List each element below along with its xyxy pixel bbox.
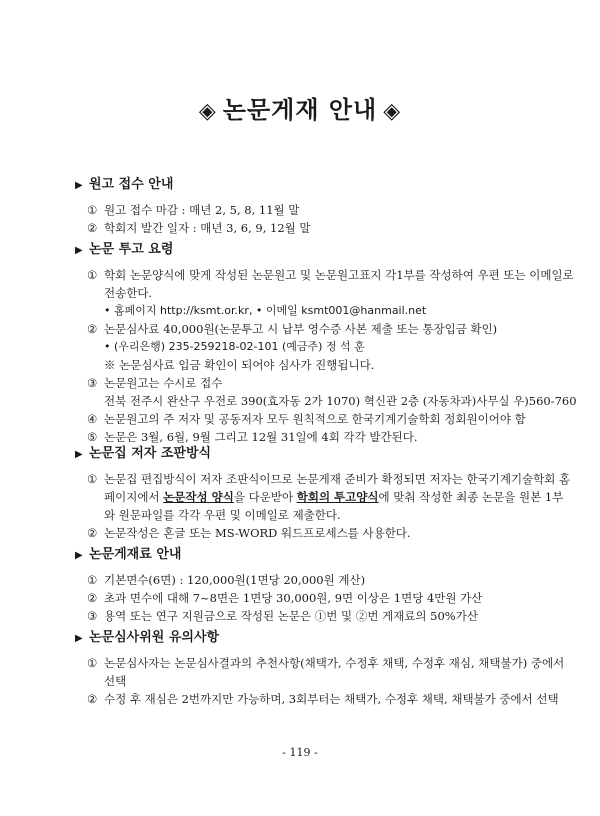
- list-item: ② 학회지 발간 일자 : 매년 3, 6, 9, 12월 말: [87, 221, 311, 235]
- page-title: [0, 90, 600, 125]
- section-heading: ▶ 논문게재료 안내: [75, 545, 545, 565]
- list-item: ① 기본면수(6면) : 120,000원(1면당 20,000원 계산): [87, 573, 366, 587]
- list-item: ⑤ 논문은 3월, 6월, 9월 그리고 12월 31일에 4회 각각 발간된다.: [87, 430, 418, 444]
- list-item: ② 수정 후 재심은 2번까지만 가능하며, 3회부터는 채택가, 수정후 채택, 채택불가 중에서 선택: [87, 692, 559, 706]
- submission-format-link: 학회의 투고양식: [296, 490, 379, 504]
- section-guidelines: [75, 240, 577, 446]
- section-fees: [75, 545, 545, 625]
- diamond-icon: ◈: [198, 99, 217, 124]
- section-heading: ▶ 논문집 저자 조판방식: [75, 444, 545, 464]
- list-item: ① 원고 접수 마감 : 매년 2, 5, 8, 11월 말: [87, 203, 300, 217]
- note: ※ 논문심사료 입금 확인이 되어야 심사가 진행됩니다.: [104, 358, 375, 372]
- section-reviewers: [75, 628, 565, 708]
- section-typesetting: [75, 444, 571, 542]
- list-item: ③ 논문원고는 수시로 접수: [87, 376, 223, 390]
- page-number: - 119 -: [282, 746, 318, 759]
- triangle-right-icon: ▶: [75, 245, 83, 256]
- title-text: 논문게재 안내: [222, 96, 378, 124]
- section-heading: ▶ 원고 접수 안내: [75, 175, 545, 195]
- bank-account: • (우리은행) 235-259218-02-101 (예금주) 정 석 훈: [104, 340, 365, 353]
- list-item-continuation: 선택: [104, 674, 127, 688]
- list-item: ② 논문작성은 혼글 또는 MS-WORD 워드프로세스를 사용한다.: [87, 526, 411, 540]
- list-item: ③ 용역 또는 연구 지원금으로 작성된 논문은 ①번 및 ②번 게재료의 50%가산: [87, 609, 478, 623]
- section-heading: ▶ 논문 투고 요령: [75, 240, 545, 260]
- section-heading: ▶ 논문심사위원 유의사항: [75, 628, 545, 648]
- triangle-right-icon: ▶: [75, 550, 83, 561]
- triangle-right-icon: ▶: [75, 180, 83, 191]
- list-item: ① 논문심사자는 논문심사결과의 추천사항(채택가, 수정후 채택, 수정후 재심, 채택불가) 중에서: [87, 656, 565, 670]
- template-link: 논문작성 양식: [163, 490, 234, 504]
- list-item: ① 논문집 편집방식이 저자 조판식이므로 논문게재 준비가 확정되면 저자는 한국기계기술학회 홈: [87, 472, 571, 486]
- diamond-icon: ◈: [383, 99, 402, 124]
- list-item: ① 학회 논문양식에 맞게 작성된 논문원고 및 논문원고표지 각1부를 작성하여 우편 또는 이메일로: [87, 268, 574, 282]
- section-submission: [75, 175, 545, 237]
- list-item-continuation: 와 원문파일를 각각 우편 및 이메일로 제출한다.: [104, 508, 341, 522]
- contact-info: • 홈페이지 http://ksmt.or.kr, • 이메일 ksmt001@hanmail.net: [104, 304, 427, 317]
- list-item: ② 논문심사료 40,000원(논문투고 시 납부 영수증 사본 제출 또는 통장입금 확인): [87, 322, 498, 336]
- address: 전북 전주시 완산구 우전로 390(효자동 2가 1070) 혁신관 2층 (자동차과)사무실 우)560-760: [104, 394, 577, 408]
- list-item: ② 초과 면수에 대해 7~8면은 1면당 30,000원, 9면 이상은 1면당 4만원 가산: [87, 591, 483, 605]
- list-item: ④ 논문원고의 주 저자 및 공동저자 모두 원칙적으로 한국기계기술학회 정회원이어야 함: [87, 412, 526, 426]
- list-item-continuation: 전송한다.: [104, 286, 153, 300]
- triangle-right-icon: ▶: [75, 633, 83, 644]
- list-item-continuation: 페이지에서 논문작성 양식을 다운받아 학회의 투고양식에 맞춰 작성한 최종 논문을 원본 1부: [104, 490, 564, 504]
- triangle-right-icon: ▶: [75, 449, 83, 460]
